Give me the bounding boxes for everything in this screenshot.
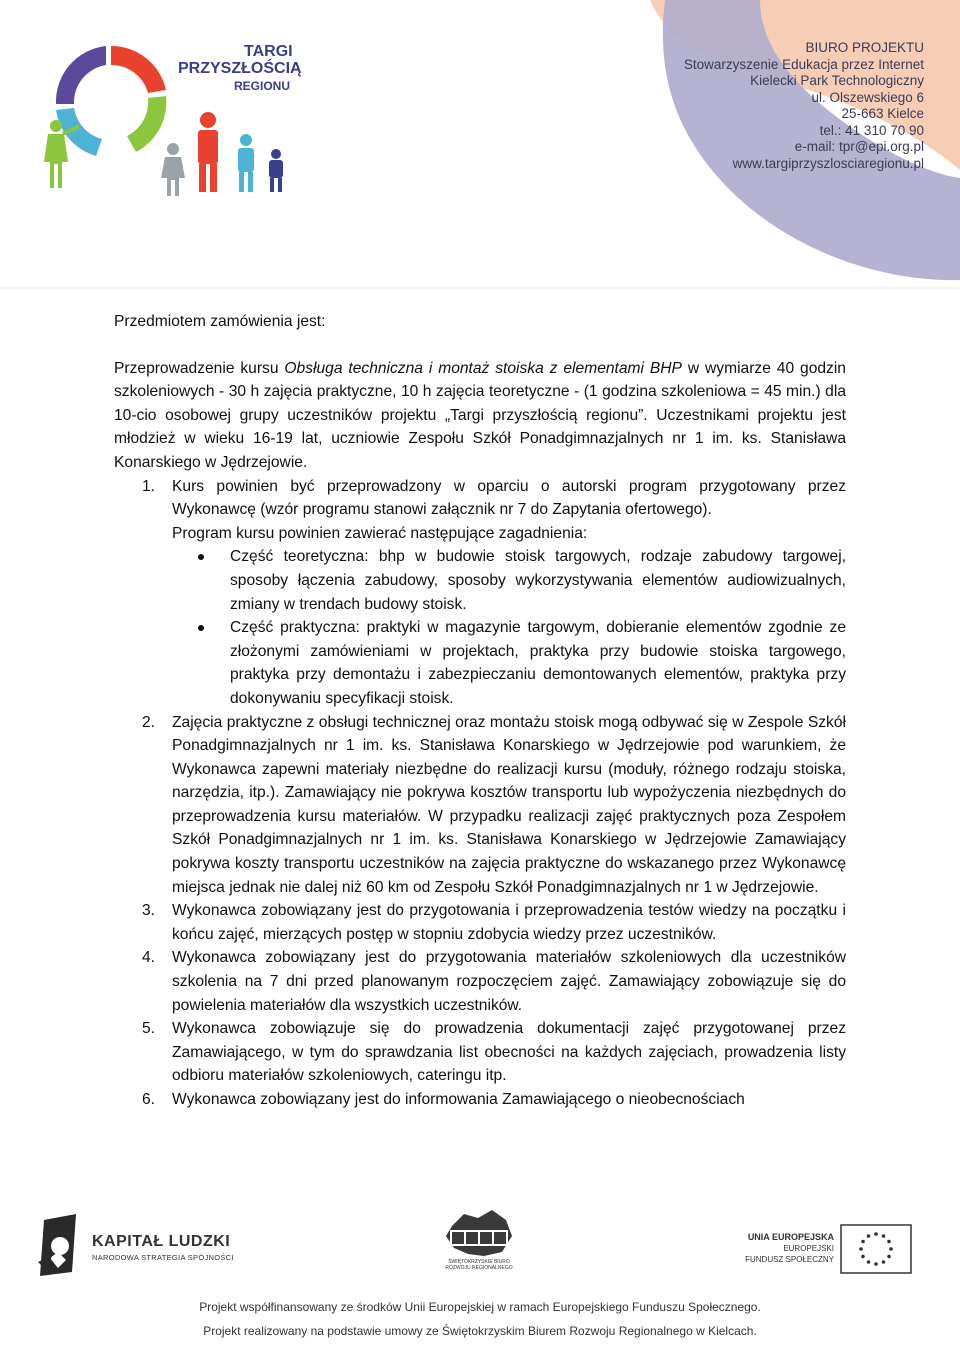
office-street: ul. Olszewskiego 6 (811, 89, 924, 105)
item-text: Wykonawca zobowiązany jest do informowania Zamawiającego o nieobecnościach (172, 1091, 745, 1108)
kapital-ludzki-subtitle: NARODOWA STRATEGIA SPÓJNOŚCI (92, 1253, 234, 1262)
item-text: Wykonawca zobowiązuje się do prowadzenia dokumentacji zajęć przygotowanej przez Zamawiającego, w tym do sprawdzania list obecności na każdych zajęciach, prowadzenia listy odbioru materiałów szkoleniowych, cateringu itp. (172, 1020, 846, 1085)
eu-line-3: FUNDUSZ SPOŁECZNY (745, 1255, 834, 1264)
sbrr-logo-icon (442, 1208, 516, 1260)
list-item (172, 616, 846, 710)
section-heading: Przedmiotem zamówienia jest: (114, 313, 326, 330)
requirements-list (114, 475, 846, 1112)
item-followup: Program kursu powinien zawierać następujące zagadnienia: (172, 524, 588, 542)
sbrr-caption: ŚWIĘTOKRZYSKIE BIURO ROZWOJU REGIONALNEGO (445, 1259, 513, 1271)
eu-line-2: EUROPEJSKI (783, 1244, 834, 1253)
list-item (114, 899, 846, 946)
eu-star (861, 1240, 865, 1244)
course-name: Obsługa techniczna i montaż stoiska z elementami BHP (284, 359, 682, 377)
eu-star (882, 1234, 886, 1238)
eu-star (867, 1260, 871, 1264)
eu-title: UNIA EUROPEJSKA (747, 1232, 834, 1242)
logo-people-right (190, 110, 290, 194)
office-title: BIURO PROJEKTU (805, 40, 924, 55)
footer-contract-note: Projekt realizowany na podstawie umowy ze Świętokrzyskim Biurem Rozwoju Regionalnego w Kielcach. (203, 1324, 757, 1338)
item-number: 3. (142, 902, 156, 920)
list-item (114, 475, 846, 711)
bullet-text: Część teoretyczna: bhp w budowie stoisk targowych, rodzaje zabudowy targowej, sposoby łączenia zabudowy, sposoby wykorzystywania elementów audiowizualnych, zmiany w trendach budowy stoisk. (230, 548, 846, 613)
bullet-icon (198, 554, 204, 560)
eu-fund-logo (738, 1232, 834, 1265)
kapital-ludzki-icon (36, 1214, 88, 1278)
targi-logo-graphic (36, 38, 186, 198)
list-item (114, 1088, 846, 1112)
office-email[interactable]: e-mail: tpr@epi.org.pl (794, 139, 924, 154)
eu-star (887, 1255, 891, 1259)
item-number: 2. (142, 713, 156, 731)
list-item (114, 946, 846, 1017)
intro-text-post: w wymiarze 40 godzin szkoleniowych - 30 h zajęcia praktyczne, 10 h zajęcia teoretyczne - (1 godzina szkoleniowa = 45 min.) dla 10-cio osobowej grupy uczestników projektu „Targi przyszłością regionu”. Uczestnikami projektu jest młodzież w wieku 16-19 lat, uczniowie Zespołu Szkół Ponadgimnazjalnych nr 1 im. ks. Stanisława Konarskiego w Jędrzejowie. (114, 359, 846, 471)
list-item (172, 545, 846, 616)
bullet-text: Część praktyczna: praktyki w magazynie targowym, dobieranie elementów zgodnie ze złożonymi zamówieniami w projektach, praktyka przy budowie stoiska targowego, praktyka przy demontażu i zabezpieczaniu demontowanych elementów, praktyka przy dokonywaniu specyfikacji stoisk. (230, 619, 846, 707)
item-number: 6. (142, 1091, 156, 1108)
item-text: Zajęcia praktyczne z obsługi technicznej oraz montażu stoisk mogą odbywać się w Zespole Szkół Ponadgimnazjalnych nr 1 im. ks. Stanisława Konarskiego w Jędrzejowie pod warunkiem, że Wykonawca zapewni materiały niezbędne do realizacji kursu (moduły, różnego rodzaju stoiska, narzędzia, itp.). Zamawiający nie pokrywa kosztów transportu lub wypożyczenia niezbędnych do przeprowadzenia kursu materiałów. W przypadku realizacji zajęć praktycznych poza Zespołem Szkół Ponadgimnazjalnych nr 1 im. ks. Stanisława Konarskiego w Jędrzejowie Zamawiający pokrywa koszty transportu uczestników na zajęcia praktyczne do wskazanego przez Wykonawcę miejsca jednak nie dalej niż 60 km od Zespołu Szkół Ponadgimnazjalnych nr 1 w Jędrzejowie. (172, 713, 846, 896)
targi-logo-text (178, 44, 302, 92)
footer-cofinancing-note: Projekt współfinansowany ze środków Unii Europejskiej w ramach Europejskiego Funduszu Społecznego. (199, 1300, 761, 1314)
item-number: 4. (142, 949, 156, 967)
eu-star (882, 1260, 886, 1264)
logo-person-gray (161, 143, 185, 196)
office-org: Stowarzyszenie Edukacja przez Internet (683, 56, 924, 72)
item-number: 5. (142, 1020, 156, 1038)
item-text: Kurs powinien być przeprowadzony w oparciu o autorski program przygotowany przez Wykonawcę (wzór programu stanowi załącznik nr 7 do Zapytania ofertowego). (172, 477, 846, 519)
kapital-ludzki-logo (92, 1233, 234, 1262)
eu-flag-icon (840, 1224, 912, 1274)
eu-star (889, 1247, 893, 1251)
logo-red-arc (111, 46, 166, 93)
bullet-icon (198, 625, 204, 631)
logo-green-arc (127, 96, 166, 152)
eu-star (867, 1234, 871, 1238)
eu-star (874, 1262, 878, 1266)
project-office-address (684, 40, 924, 172)
item-number: 1. (142, 477, 156, 495)
office-park: Kielecki Park Technologiczny (750, 73, 924, 88)
item-text: Wykonawca zobowiązany jest do przygotowania materiałów szkoleniowych dla uczestników szkolenia na 7 dni przed planowanym rozpoczęciem zajęć. Zamawiający zobowiązuje się do powielenia materiałów dla wszystkich uczestników. (172, 949, 846, 1014)
list-item (114, 711, 846, 900)
logo-people (44, 120, 80, 188)
item-text: Wykonawca zobowiązany jest do przygotowania i przeprowadzenia testów wiedzy na początku i końcu zajęć, mierzących postęp w stopniu zdobycia wiedzy przez uczestników. (172, 902, 846, 943)
logo-line-3: REGIONU (234, 78, 291, 93)
program-topics-list (172, 545, 846, 710)
intro-text-pre: Przeprowadzenie kursu (114, 359, 285, 377)
eu-star (874, 1232, 878, 1236)
office-city: 25-663 Kielce (841, 106, 924, 121)
logo-line-1: TARGI (244, 43, 293, 60)
office-phone: tel.: 41 310 70 90 (819, 122, 924, 138)
eu-star (887, 1240, 891, 1244)
eu-star (861, 1255, 865, 1259)
intro-paragraph (114, 357, 846, 475)
document-body (114, 310, 846, 1112)
office-website[interactable]: www.targiprzyszlosciaregionu.pl (732, 155, 924, 171)
eu-star (859, 1247, 863, 1251)
kapital-ludzki-title: KAPITAŁ LUDZKI (92, 1233, 231, 1250)
logo-line-2: PRZYSZŁOŚCIĄ (178, 59, 302, 77)
list-item (114, 1017, 846, 1088)
logo-purple-arc (56, 46, 106, 104)
